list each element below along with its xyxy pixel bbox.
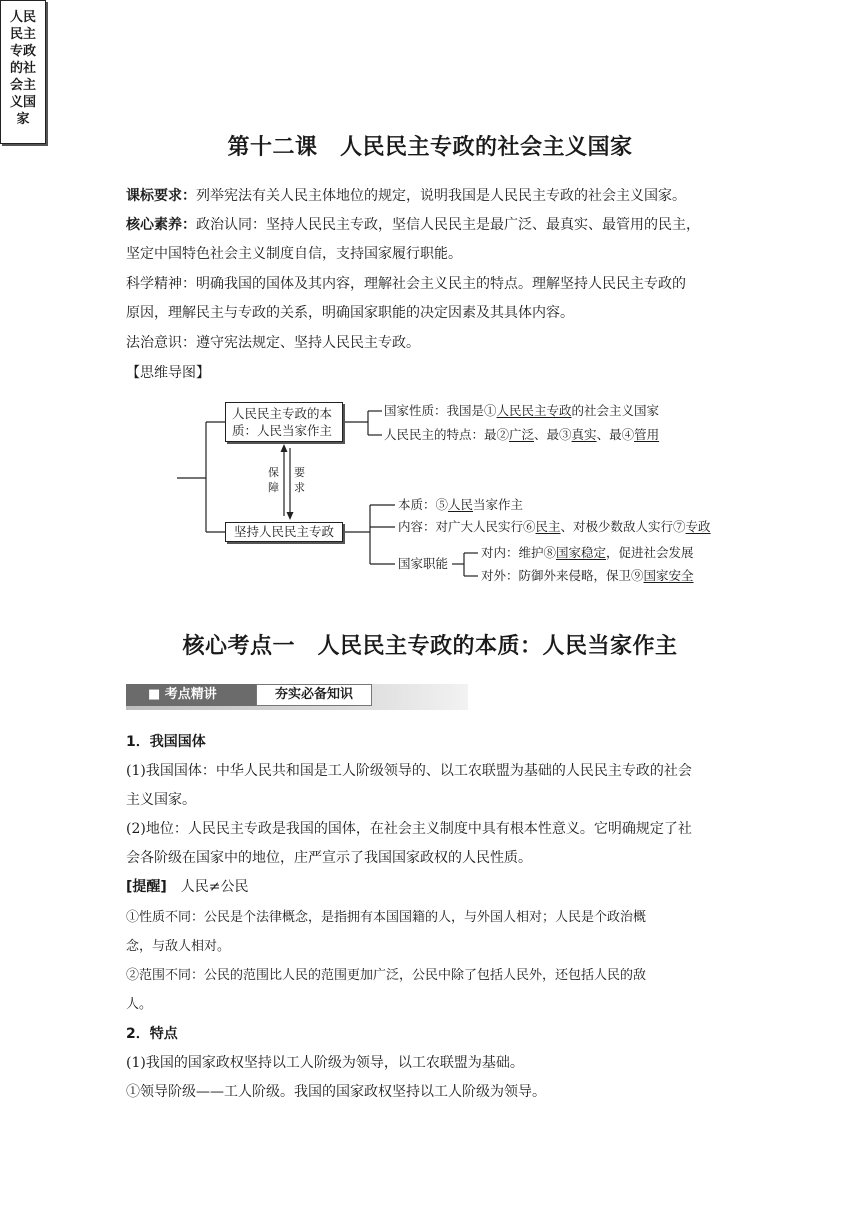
answer-6: 民主 (535, 519, 561, 534)
body-line: (2)地位：人民民主专政是我国的国体，在社会主义制度中具有根本性意义。它明确规定了社 (126, 821, 692, 837)
branch-text: ，促进社会发展 (606, 545, 694, 560)
branch-text: 的社会主义国家 (571, 403, 660, 418)
branch-state-functions: 国家职能 (398, 556, 449, 571)
lesson-title: 第十二课 人民民主专政的社会主义国家 (227, 135, 633, 160)
standard-text: 列举宪法有关人民主体地位的规定，说明我国是人民民主专政的社会主义国家。 (196, 188, 686, 204)
branch-essence (398, 497, 523, 513)
root-line: 家 (16, 112, 30, 127)
reminder-text: 人民≠公民 (166, 879, 249, 895)
link-char: 求 (294, 481, 305, 494)
root-line: 的社 (9, 61, 36, 76)
root-line: 会主 (9, 78, 36, 93)
answer-1: 人民民主专政 (496, 403, 572, 418)
branch-text: 、最③ (534, 427, 572, 442)
core-text-1: 政治认同：坚持人民民主专政，坚信人民民主是最广泛、最真实、最管用的民主， (196, 217, 700, 233)
branch-internal (481, 545, 694, 561)
branch-text: 对内：维护⑧ (481, 545, 557, 560)
heading-national-system: 1．我国国体 (126, 734, 206, 750)
body-line: ②范围不同：公民的范围比人民的范围更加广泛，公民中除了包括人民外，还包括人民的敌 (126, 968, 647, 983)
answer-9: 国家安全 (643, 568, 694, 583)
body-line: 人。 (126, 997, 153, 1012)
answer-5: 人民 (448, 497, 474, 512)
root-line: 民主 (9, 27, 36, 42)
link-char: 障 (268, 481, 279, 494)
branch-text: 、对极少数敌人实行⑦ (560, 519, 686, 534)
body-line: (1)我国国体：中华人民共和国是工人阶级领导的、以工农联盟为基础的人民民主专政的社会 (126, 763, 692, 779)
branch-text: 内容：对广大人民实行⑥ (398, 519, 536, 534)
reminder-line (126, 873, 736, 902)
branch-text: 人民民主的特点：最② (384, 427, 510, 442)
answer-4: 管用 (634, 427, 660, 442)
link-label-guarantee (268, 465, 279, 495)
standard-label: 课标要求： (126, 188, 196, 204)
link-label-require (294, 465, 305, 495)
branch-text: 当家作主 (473, 497, 524, 512)
root-line: 义国 (9, 95, 36, 110)
body-line: (1)我国的国家政权坚持以工人阶级为领导，以工农联盟为基础。 (126, 1055, 524, 1071)
branch-text: 对外：防御外来侵略，保卫⑨ (481, 568, 644, 583)
science-line-1: 科学精神：明确我国的国体及其内容，理解社会主义民主的特点。理解坚持人民民主专政的 (126, 276, 686, 292)
branch-content (398, 519, 711, 535)
band-label-left: ■ 考点精讲 (126, 684, 256, 706)
band-label-right: 夯实必备知识 (256, 684, 372, 706)
answer-8: 国家稳定 (556, 545, 607, 560)
branch-text: 、最④ (596, 427, 635, 442)
core-label: 核心素养： (126, 217, 196, 233)
branch-democracy-features (384, 427, 659, 443)
root-line: 人民 (9, 10, 36, 25)
reminder-label: [提醒] (126, 879, 167, 895)
answer-3: 真实 (571, 427, 597, 442)
mindmap-label: 【思维导图】 (126, 365, 210, 381)
core-line-2: 坚定中国特色社会主义制度自信，支持国家履行职能。 (126, 246, 462, 262)
link-char: 保 (268, 466, 279, 479)
link-char: 要 (294, 466, 305, 479)
body-line: ①性质不同：公民是个法律概念，是指拥有本国国籍的人，与外国人相对；人民是个政治概 (126, 910, 647, 925)
answer-7: 专政 (685, 519, 711, 534)
body-line: 会各阶级在国家中的地位，庄严宣示了我国国家政权的人民性质。 (126, 850, 532, 866)
answer-2: 广泛 (509, 427, 535, 442)
body-line: 主义国家。 (126, 792, 196, 808)
law-line: 法治意识：遵守宪法规定、坚持人民民主专政。 (126, 335, 420, 351)
branch-state-nature (384, 403, 659, 419)
branch-text: 本质：⑤ (398, 497, 449, 512)
node-essence-line-2: 质：人民当家作主 (232, 423, 333, 438)
branch-text: 国家性质：我国是① (384, 403, 497, 418)
science-line-2: 原因，理解民主与专政的关系，明确国家职能的决定因素及其具体内容。 (126, 305, 574, 321)
node-essence-line-1: 人民民主专政的本 (232, 406, 333, 421)
branch-external (481, 568, 694, 584)
heading-features: 2．特点 (126, 1026, 178, 1042)
mindmap-node-uphold: 坚持人民民主专政 (225, 522, 343, 542)
section-title: 核心考点一 人民民主专政的本质：人民当家作主 (182, 634, 678, 659)
body-line: 念，与敌人相对。 (126, 939, 231, 954)
body-line: ①领导阶级——工人阶级。我国的国家政权坚持以工人阶级为领导。 (126, 1084, 546, 1100)
mindmap-node-essence (225, 402, 343, 442)
root-line: 专政 (9, 44, 36, 59)
